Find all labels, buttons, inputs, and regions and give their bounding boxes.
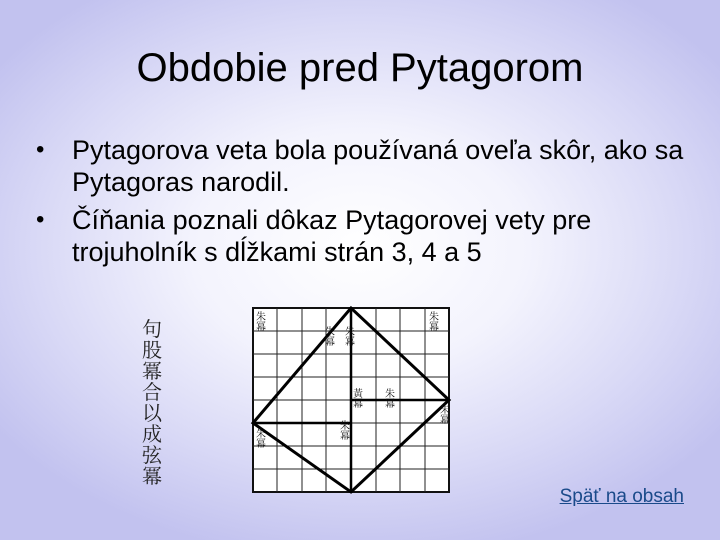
caption-char: 合 [142,380,162,404]
bullet-text: Pytagorova veta bola používaná oveľa skôr, ako sa Pytagoras narodil. [72,135,684,197]
bullet-item [30,204,700,268]
caption-text [142,318,163,488]
caption-char: 冪 [142,359,162,383]
back-to-contents-link[interactable]: Späť na obsah [559,486,684,507]
slide-title: Obdobie pred Pytagorom [136,46,584,90]
caption-char: 冪 [142,464,162,488]
bullet-list [30,134,700,274]
cell-label: 朱冪 [440,405,450,426]
caption-char: 句 [142,318,162,341]
cell-label: 朱冪 [256,429,266,450]
cell-label: 朱冪 [256,312,266,333]
bullet-icon: • [36,206,45,233]
vertical-chinese-caption [132,318,172,488]
bullet-item [30,134,700,198]
cell-label: 朱冪 [340,421,350,442]
cell-label: 黃冪 [353,389,363,410]
bullet-icon: • [36,136,45,163]
cell-label: 朱冪 [385,389,395,410]
caption-char: 股 [142,338,162,362]
cell-label: 朱冪 [345,327,355,348]
caption-char: 以 [142,401,162,425]
bullet-text: Číňania poznali dôkaz Pytagorovej vety pre trojuholník s dĺžkami strán 3, 4 a 5 [72,205,592,267]
cell-label: 朱冪 [429,312,439,333]
cell-label: 朱冪 [325,327,335,348]
chinese-proof-diagram [250,305,465,495]
caption-char: 弦 [142,443,162,467]
caption-char: 成 [142,422,162,446]
